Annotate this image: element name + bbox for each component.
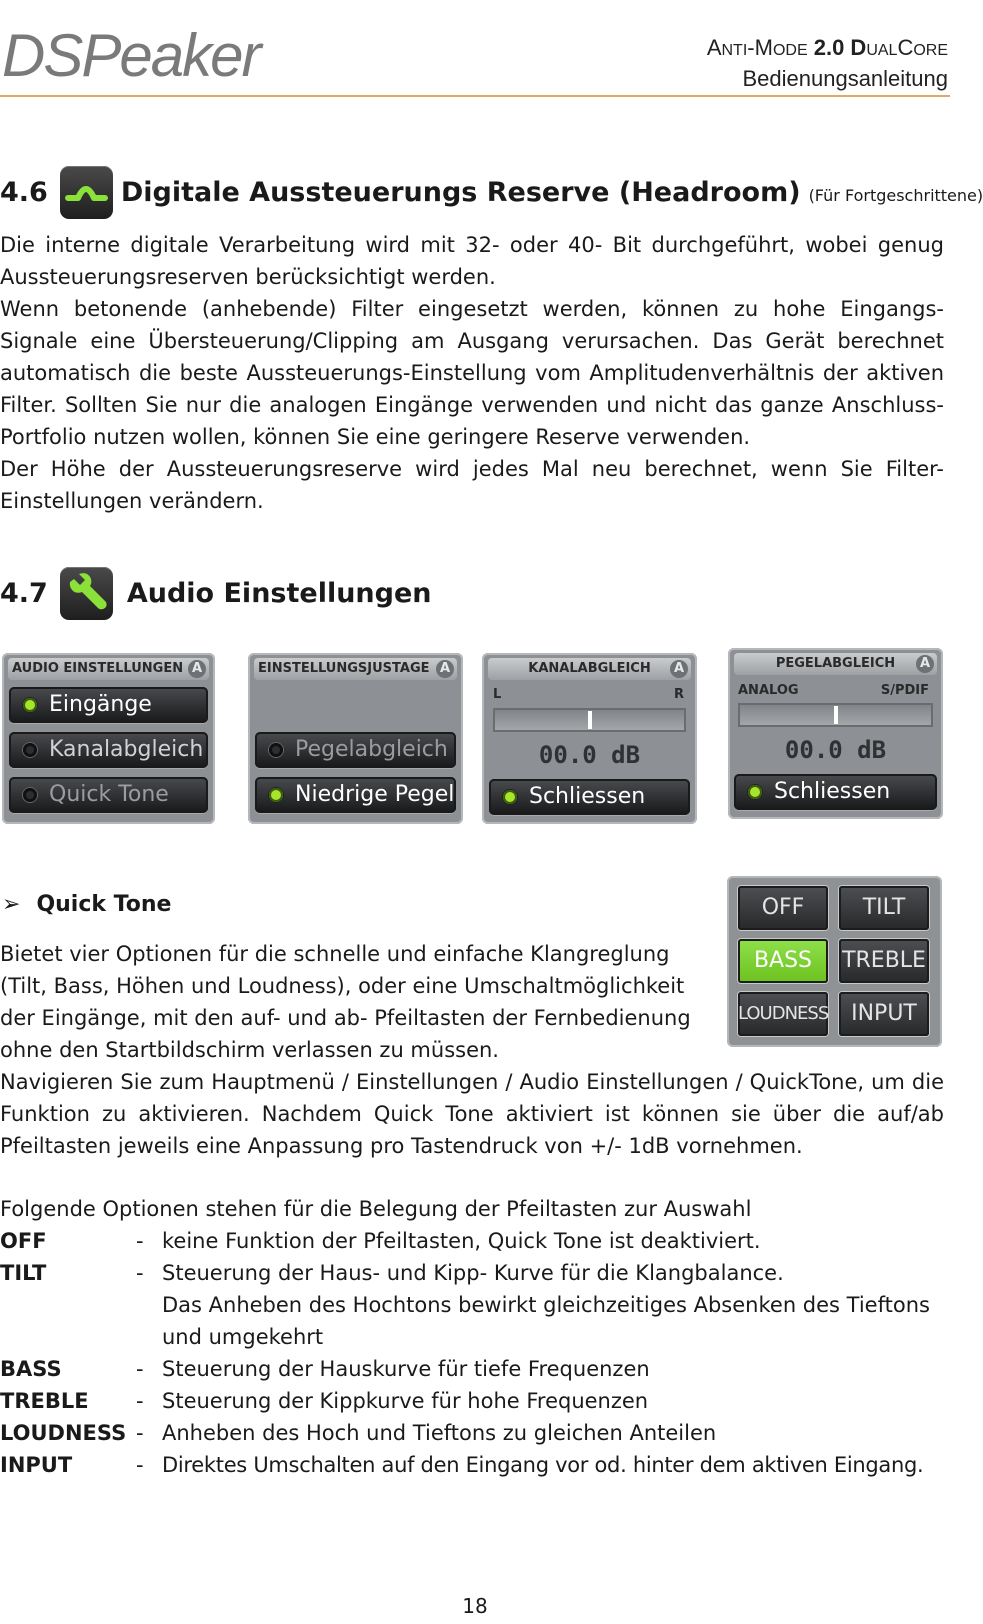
option-key xyxy=(0,1321,136,1353)
level-slider[interactable] xyxy=(738,703,933,727)
option-desc: Das Anheben des Hochtons bewirkt gleichzeitiges Absenken des Tieftons xyxy=(162,1293,930,1317)
section-heading-4-7 xyxy=(0,567,432,620)
level-balance-panel xyxy=(728,648,943,819)
option-desc: keine Funktion der Pfeiltasten, Quick Tone ist deaktiviert. xyxy=(162,1229,761,1253)
panel-title xyxy=(8,658,209,680)
panel-title-text: EINSTELLUNGSJUSTAGE xyxy=(258,661,430,676)
led-on-icon xyxy=(503,790,517,804)
document-header xyxy=(707,34,948,93)
manual-subtitle: Bedienungsanleitung xyxy=(742,66,948,91)
product-name-part: 2.0 D xyxy=(807,35,867,60)
option-desc: und umgekehrt xyxy=(162,1325,324,1349)
option-dash-spacer xyxy=(136,1289,162,1321)
close-button[interactable] xyxy=(489,779,690,815)
option-key: LOUDNESS xyxy=(0,1421,127,1445)
product-name-part: ODE xyxy=(772,42,808,59)
quick-tone-heading xyxy=(2,892,171,917)
headroom-curve-icon xyxy=(60,166,113,219)
option-dash: - xyxy=(136,1421,144,1445)
led-off-icon xyxy=(269,743,283,757)
a-badge: A xyxy=(188,660,206,678)
option-desc: Direktes Umschalten auf den Eingang vor od. hinter dem aktiven Eingang. xyxy=(162,1453,924,1477)
button-label: Eingänge xyxy=(49,692,152,717)
product-name-part: A xyxy=(706,35,722,60)
section-heading-4-6 xyxy=(0,166,983,219)
paragraph: Der Höhe der Aussteuerungsreserve wird jedes Mal neu berechnet, wenn Sie Filter-Einstellungen verändern. xyxy=(0,457,944,513)
balance-value: 00.0 dB xyxy=(538,741,641,769)
audio-settings-panel xyxy=(2,653,215,824)
option-dash: - xyxy=(136,1389,144,1413)
text-line: ohne den Startbildschirm verlassen zu müssen. xyxy=(0,1038,499,1062)
option-dash: - xyxy=(136,1229,144,1253)
option-row xyxy=(0,1417,944,1449)
page-number: 18 xyxy=(462,1594,488,1618)
a-badge: A xyxy=(916,655,934,673)
panel-title xyxy=(734,653,937,675)
option-desc: Steuerung der Kippkurve für hohe Frequenzen xyxy=(162,1389,649,1413)
inputs-button[interactable] xyxy=(9,687,208,723)
options-list xyxy=(0,1225,944,1481)
led-on-icon xyxy=(748,785,762,799)
section-title: Digitale Aussteuerungs Reserve (Headroom) xyxy=(120,177,801,208)
text-line: der Eingänge, mit den auf- und ab- Pfeiltasten der Fernbedienung xyxy=(0,1006,691,1030)
input-option[interactable]: INPUT xyxy=(839,992,929,1036)
level-value: 00.0 dB xyxy=(784,736,887,764)
option-key: BASS xyxy=(0,1357,62,1381)
left-channel-label: L xyxy=(493,687,502,702)
option-desc: Anheben des Hoch und Tieftons zu gleichen Anteilen xyxy=(162,1421,717,1445)
button-label: Kanalabgleich xyxy=(49,737,204,762)
option-dash-spacer xyxy=(136,1321,162,1353)
product-name-part: ORE xyxy=(913,42,948,59)
quick-tone-body xyxy=(0,938,944,1162)
panel-title-text: KANALABGLEICH xyxy=(528,661,651,676)
product-name-part: NTI xyxy=(721,42,748,59)
paragraph: Die interne digitale Verarbeitung wird mit 32- oder 40- Bit durchgeführt, wobei genug Aussteuerungsreserven berücksichtigt werden. xyxy=(0,233,944,289)
option-row xyxy=(0,1353,944,1385)
level-balance-button[interactable] xyxy=(255,732,456,768)
section-number: 4.6 xyxy=(0,177,48,208)
option-key: OFF xyxy=(0,1229,47,1253)
option-dash: - xyxy=(136,1453,144,1477)
option-key xyxy=(0,1289,136,1321)
button-label: Quick Tone xyxy=(49,782,169,807)
a-badge: A xyxy=(436,660,454,678)
led-off-icon xyxy=(23,743,37,757)
button-label: Schliessen xyxy=(774,779,891,804)
option-row xyxy=(0,1449,944,1481)
dspeaker-logo: DSPeaker xyxy=(2,22,260,89)
section-title: Audio Einstellungen xyxy=(126,578,432,609)
arrow-bullet-icon: ➢ xyxy=(2,892,21,917)
subheading: Quick Tone xyxy=(36,892,172,917)
header-divider xyxy=(0,95,950,97)
channel-balance-button[interactable] xyxy=(9,732,208,768)
option-row xyxy=(0,1289,944,1321)
right-channel-label: R xyxy=(673,687,684,702)
slider-knob[interactable] xyxy=(834,706,838,724)
panel-title-text: PEGELABGLEICH xyxy=(775,656,896,671)
led-on-icon xyxy=(23,698,37,712)
a-badge: A xyxy=(670,660,688,678)
quick-tone-description xyxy=(0,938,700,1066)
spdif-label: S/PDIF xyxy=(880,683,929,698)
bass-option[interactable]: BASS xyxy=(738,939,828,983)
text-line: (Tilt, Bass, Höhen und Loudness), oder eine Umschaltmöglichkeit xyxy=(0,974,685,998)
option-row xyxy=(0,1257,944,1289)
option-dash: - xyxy=(136,1261,144,1285)
options-intro: Folgende Optionen stehen für die Belegung der Pfeiltasten zur Auswahl xyxy=(0,1197,752,1221)
button-label: Niedrige Pegel xyxy=(295,782,455,807)
treble-option[interactable]: TREBLE xyxy=(839,939,929,983)
channel-balance-panel xyxy=(482,653,697,824)
option-key: INPUT xyxy=(0,1453,73,1477)
led-off-icon xyxy=(23,788,37,802)
paragraph: Wenn betonende (anhebende) Filter eingesetzt werden, können zu hohe Eingangs-Signale eine Übersteuerung/Clipping am Ausgang verursachen. Das Gerät berechnet automatisch die beste Aussteuerungs-Einstellung vom Amplitudenverhältnis der aktiven Filter. Sollten Sie nur die analogen Eingänge verwenden und nicht das ganze Anschluss-Portfolio nutzen wollen, können Sie eine geringere Reserve verwenden. xyxy=(0,297,944,449)
option-desc: Steuerung der Haus- und Kipp- Kurve für die Klangbalance. xyxy=(162,1261,784,1285)
option-row xyxy=(0,1225,944,1257)
slider-knob[interactable] xyxy=(588,711,592,729)
section-note: (Für Fortgeschrittene) xyxy=(808,186,983,205)
paragraph: Navigieren Sie zum Hauptmenü / Einstellungen / Audio Einstellungen / QuickTone, um die Funktion zu aktivieren. Nachdem Quick Tone aktiviert ist können sie über die auf/ab Pfeiltasten jeweils eine Anpassung pro Tastendruck von +/- 1dB vornehmen. xyxy=(0,1070,944,1158)
section-number: 4.7 xyxy=(0,578,48,609)
panel-title-text: AUDIO EINSTELLUNGEN xyxy=(12,661,184,676)
product-name-part: UAL xyxy=(866,42,898,59)
led-on-icon xyxy=(269,788,283,802)
option-dash: - xyxy=(136,1357,144,1381)
settings-adjustment-panel xyxy=(248,653,463,824)
close-button[interactable] xyxy=(734,774,937,810)
analog-label: ANALOG xyxy=(738,683,799,698)
option-key: TREBLE xyxy=(0,1389,89,1413)
product-name-part: -M xyxy=(747,35,773,60)
option-key: TILT xyxy=(0,1261,47,1285)
off-option[interactable]: OFF xyxy=(738,886,828,930)
product-name xyxy=(707,34,948,65)
text-line: Bietet vier Optionen für die schnelle und einfache Klangreglung xyxy=(0,942,670,966)
product-name-part: C xyxy=(897,35,914,60)
wrench-icon xyxy=(60,567,113,620)
loudness-option[interactable]: LOUDNESS xyxy=(738,992,828,1036)
section-4-6-body xyxy=(0,229,944,517)
option-desc: Steuerung der Hauskurve für tiefe Frequenzen xyxy=(162,1357,650,1381)
quick-tone-button[interactable] xyxy=(9,777,208,813)
option-row xyxy=(0,1321,944,1353)
tilt-option[interactable]: TILT xyxy=(839,886,929,930)
button-label: Schliessen xyxy=(529,784,646,809)
button-label: Pegelabgleich xyxy=(295,737,448,762)
panel-title xyxy=(254,658,457,680)
panel-title xyxy=(488,658,691,680)
option-row xyxy=(0,1385,944,1417)
low-level-button[interactable] xyxy=(255,777,456,813)
balance-slider[interactable] xyxy=(493,708,686,732)
